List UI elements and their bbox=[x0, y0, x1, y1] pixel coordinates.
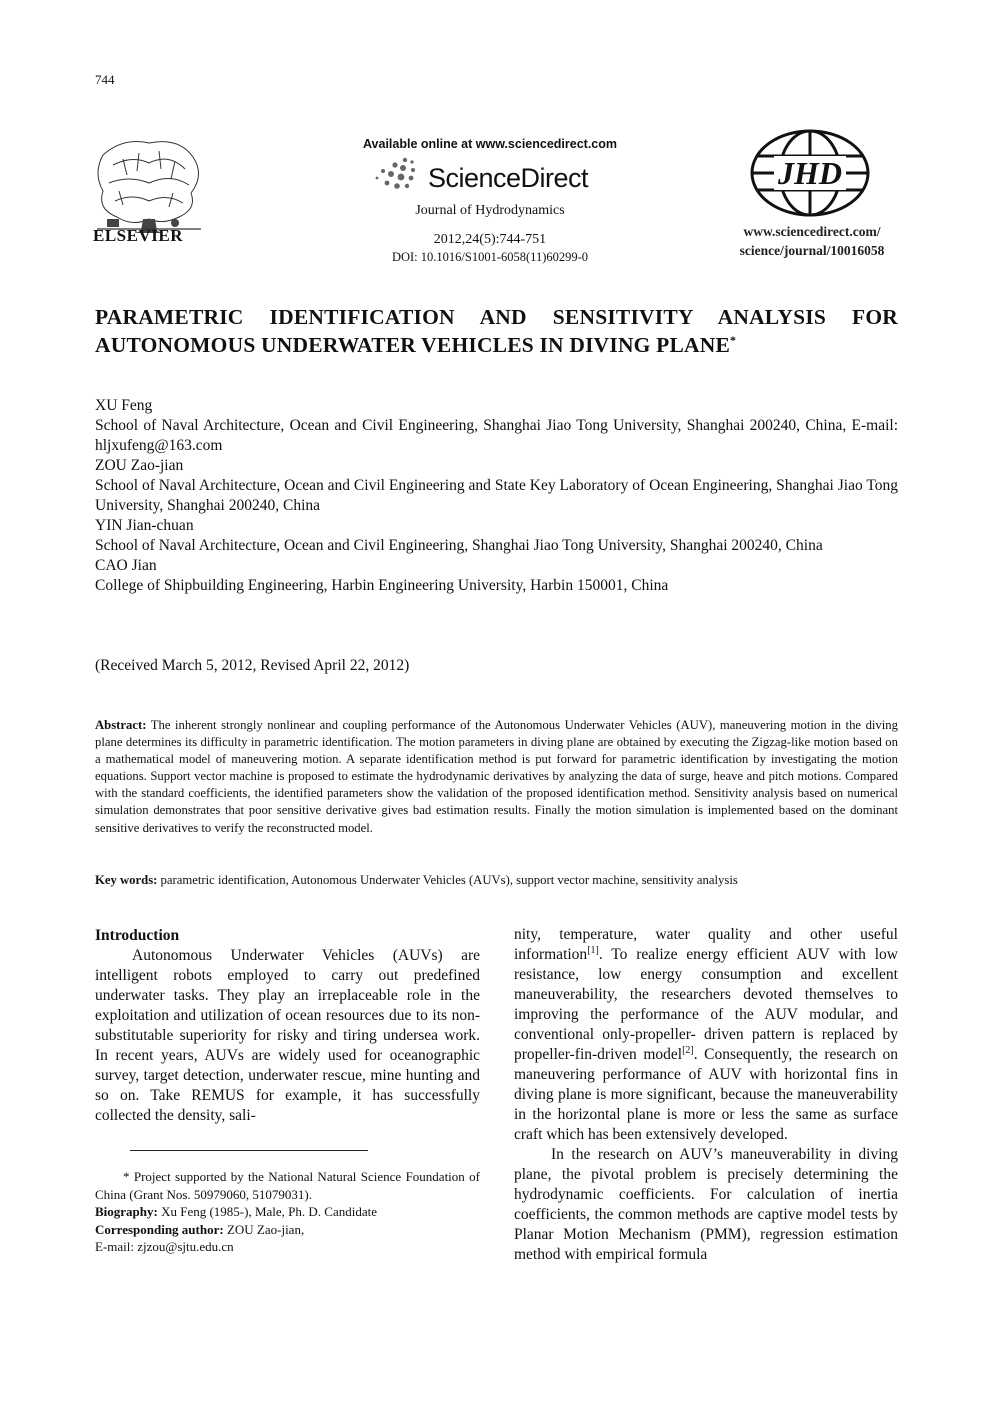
keywords-label: Key words: bbox=[95, 873, 158, 887]
author-list bbox=[95, 396, 898, 596]
title-footnote-mark: * bbox=[730, 332, 737, 347]
left-column bbox=[95, 926, 480, 1126]
biography-label: Biography: bbox=[95, 1204, 158, 1219]
text-run: . Consequently, the research on maneuvering performance of AUV with horizontal fins in diving plane is more significant, because the maneuverability in the horizontal plane is more or less the same as surface craft which has been extensively developed. bbox=[514, 1046, 898, 1143]
biography-text: Xu Feng (1985-), Male, Ph. D. Candidate bbox=[161, 1204, 378, 1219]
journal-name: Journal of Hydrodynamics bbox=[415, 203, 565, 218]
author-name: ZOU Zao-jian bbox=[95, 457, 184, 474]
corresponding-text: ZOU Zao-jian, bbox=[226, 1221, 305, 1237]
author-name: XU Feng bbox=[95, 397, 153, 414]
author-affiliation: College of Shipbuilding Engineering, Harbin Engineering University, Harbin 150001, China bbox=[95, 577, 669, 594]
author-affiliation: School of Naval Architecture, Ocean and Civil Engineering and State Key Laboratory of Ocean Engineering, Shanghai Jiao Tong University, Shanghai 200240, China bbox=[95, 477, 898, 514]
text-run: nity, temperature, water quality and other useful information bbox=[514, 926, 898, 963]
author-affiliation: School of Naval Architecture, Ocean and Civil Engineering, Shanghai Jiao Tong University, Shanghai 200240, China bbox=[95, 537, 823, 554]
title-text: PARAMETRIC IDENTIFICATION AND SENSITIVITY ANALYSIS FOR AUTONOMOUS UNDERWATER VEHICLES IN DIVING PLANE bbox=[95, 305, 898, 357]
corresponding-footnote bbox=[95, 1221, 480, 1239]
section-heading: Introduction bbox=[95, 927, 180, 944]
author-affiliation: School of Naval Architecture, Ocean and Civil Engineering, Shanghai Jiao Tong University, Shanghai 200240, China, E-mail: hljxufeng@163.com bbox=[95, 417, 898, 454]
paper-title bbox=[95, 303, 898, 359]
available-online: Available online at www.sciencedirect.com bbox=[362, 137, 618, 151]
author-name: YIN Jian-chuan bbox=[95, 517, 194, 534]
abstract-text: The inherent strongly nonlinear and coupling performance of the Autonomous Underwater Vehicles (AUV), maneuvering motion in the diving plane determines its difficulty in parametric identification. The motion parameters in diving plane are obtained by executing the Zigzag-like motion based on a mathematical model of maneuvering motion. A separate identification method is put forward for parametric identification by investigating the motion equations. Support vector machine is proposed to estimate the hydrodynamic derivatives by analyzing the data of surge, heave and pitch motions. Compared with the standard coefficients, the identified parameters show the validation of the proposed identification method. Sensitivity analysis based on numerical simulation demonstrates that poor sensitive derivative gives bad estimation results. Finally the motion simulation is implemented based on the dominant sensitive derivatives to verify the reconstructed model. bbox=[95, 718, 898, 835]
jhd-globe-logo bbox=[748, 128, 872, 218]
corresponding-email: E-mail: zjzou@sjtu.edu.cn bbox=[95, 1239, 234, 1254]
keywords-text: parametric identification, Autonomous Underwater Vehicles (AUVs), support vector machine, sensitivity analysis bbox=[160, 873, 738, 887]
abstract-label: Abstract: bbox=[95, 718, 147, 732]
corresponding-label: Corresponding author: bbox=[95, 1221, 224, 1237]
page-number: 744 bbox=[95, 72, 115, 87]
author-name: CAO Jian bbox=[95, 557, 157, 574]
jhd-url-line1: www.sciencedirect.com/ bbox=[743, 224, 881, 239]
intro-paragraph: Autonomous Underwater Vehicles (AUVs) are intelligent robots employed to carry out predefined underwater tasks. They play an irreplaceable role in the exploitation and utilization of ocean resources due to its non-substitutable superiority for risky and tiring undersea work. In recent years, AUVs are widely used for oceanographic survey, target detection, underwater rescue, mine hunting and so on. Take REMUS for example, it has successfully collected the density, sali- bbox=[95, 947, 480, 1124]
biography-footnote bbox=[95, 1203, 480, 1221]
abstract bbox=[95, 717, 898, 837]
doi: DOI: 10.1016/S1001-6058(11)60299-0 bbox=[391, 250, 589, 264]
intro-paragraph: In the research on AUV’s maneuverability in diving plane, the pivotal problem is precisely determining the hydrodynamic coefficients. For calculation of inertia coefficients, the common methods are captive model tests by Planar Motion Mechanism (PMM), regression estimation method with empirical formula bbox=[514, 1146, 898, 1263]
jhd-journal-url bbox=[712, 222, 912, 260]
right-column bbox=[514, 925, 898, 1265]
jhd-url-line2: science/journal/10016058 bbox=[739, 243, 885, 258]
citation-ref[interactable]: [1] bbox=[587, 944, 599, 956]
sciencedirect-wordmark: ScienceDirect bbox=[428, 163, 589, 193]
jhd-logo-text: JHD bbox=[778, 155, 842, 191]
intro-paragraph-continued bbox=[514, 925, 898, 1145]
keywords bbox=[95, 873, 898, 888]
project-footnote: * Project supported by the National Natural Science Foundation of China (Grant Nos. 50979060, 51079031). bbox=[95, 1169, 480, 1202]
text-run: . To realize energy efficient AUV with low resistance, low energy consumption and excellent maneuverability, the researchers devoted themselves to improving the performance of the AUV modular, and conventional only-propeller- driven pattern is replaced by propeller-fin-driven model bbox=[514, 946, 898, 1063]
footnote-divider bbox=[130, 1150, 368, 1151]
citation: 2012,24(5):744-751 bbox=[433, 232, 547, 247]
publisher-name: ELSEVIER bbox=[93, 226, 183, 245]
citation-ref[interactable]: [2] bbox=[682, 1044, 694, 1056]
footnotes bbox=[95, 1168, 480, 1256]
received-dates: (Received March 5, 2012, Revised April 22, 2012) bbox=[95, 657, 410, 674]
sciencedirect-dots-icon bbox=[375, 156, 417, 192]
